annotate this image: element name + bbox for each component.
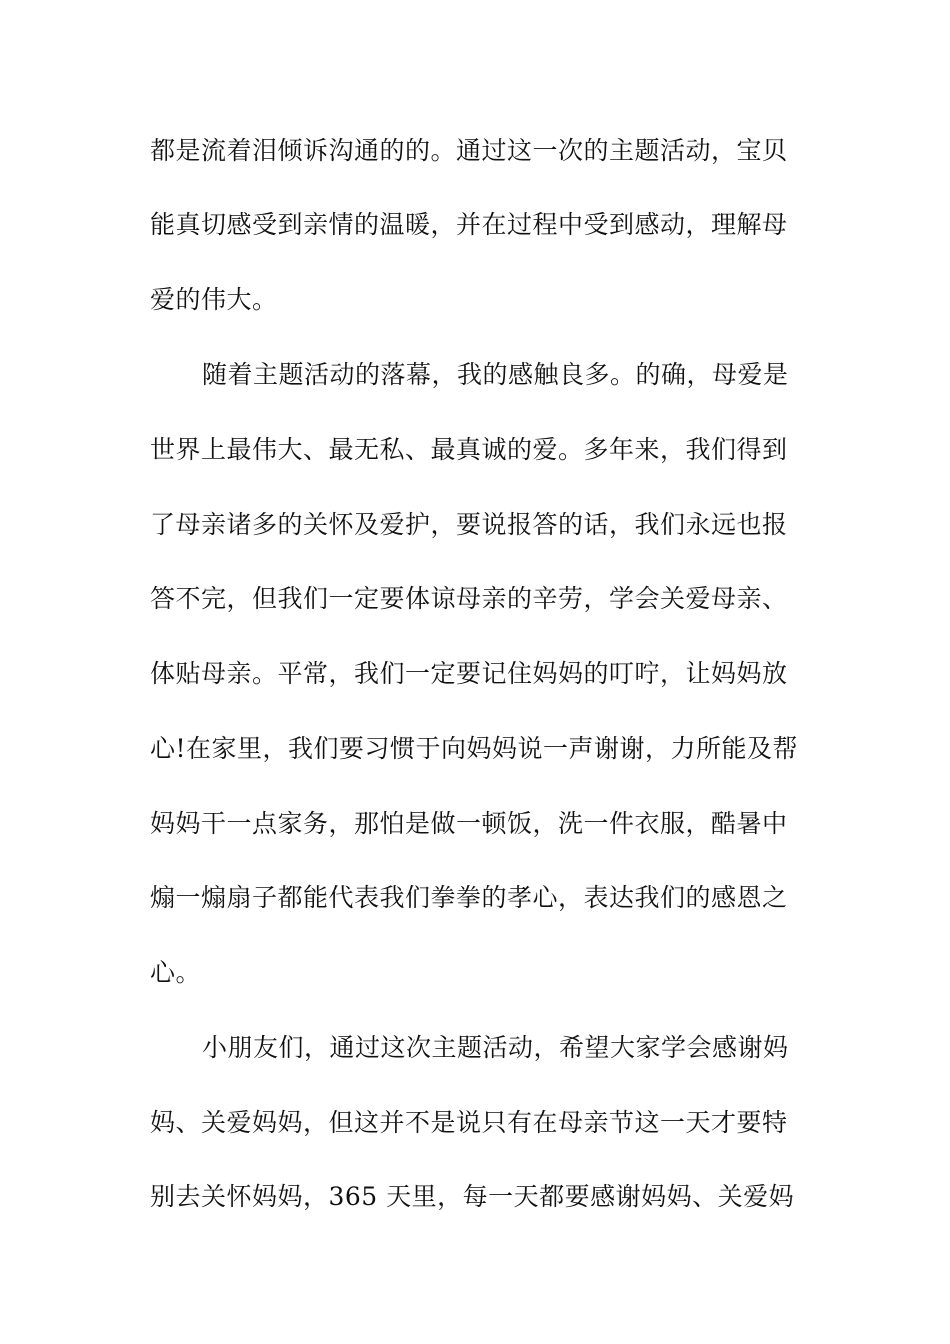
text-line: 体贴母亲。平常，我们一定要记住妈妈的叮咛，让妈妈放 [150,659,788,688]
text-line: 答不完，但我们一定要体谅母亲的辛劳，学会关爱母亲、 [150,584,788,613]
text-line: 都是流着泪倾诉沟通的的。通过这一次的主题活动，宝贝 [150,136,788,165]
text-line: 世界上最伟大、最无私、最真诚的爱。多年来，我们得到 [150,435,788,464]
text-line: 别去关怀妈妈，365 天里，每一天都要感谢妈妈、关爱妈 [150,1182,795,1211]
text-line: 心!在家里，我们要习惯于向妈妈说一声谢谢，力所能及帮 [150,734,799,763]
paragraph-start-line: 小朋友们，通过这次主题活动，希望大家学会感谢妈 [202,1033,789,1062]
text-line: 煽一煽扇子都能代表我们拳拳的孝心，表达我们的感恩之 [150,883,788,912]
text-line: 心。 [150,958,202,987]
text-line: 妈妈干一点家务，那怕是做一顿饭，洗一件衣服，酷暑中 [150,809,788,838]
text-line: 妈、关爱妈妈，但这并不是说只有在母亲节这一天才要特 [150,1108,788,1137]
text-line: 爱的伟大。 [150,285,278,314]
paragraph-start-line: 随着主题活动的落幕，我的感触良多。的确，母爱是 [202,360,789,389]
text-line: 能真切感受到亲情的温暖，并在过程中受到感动，理解母 [150,210,788,239]
text-line: 了母亲诸多的关怀及爱护，要说报答的话，我们永远也报 [150,510,788,539]
